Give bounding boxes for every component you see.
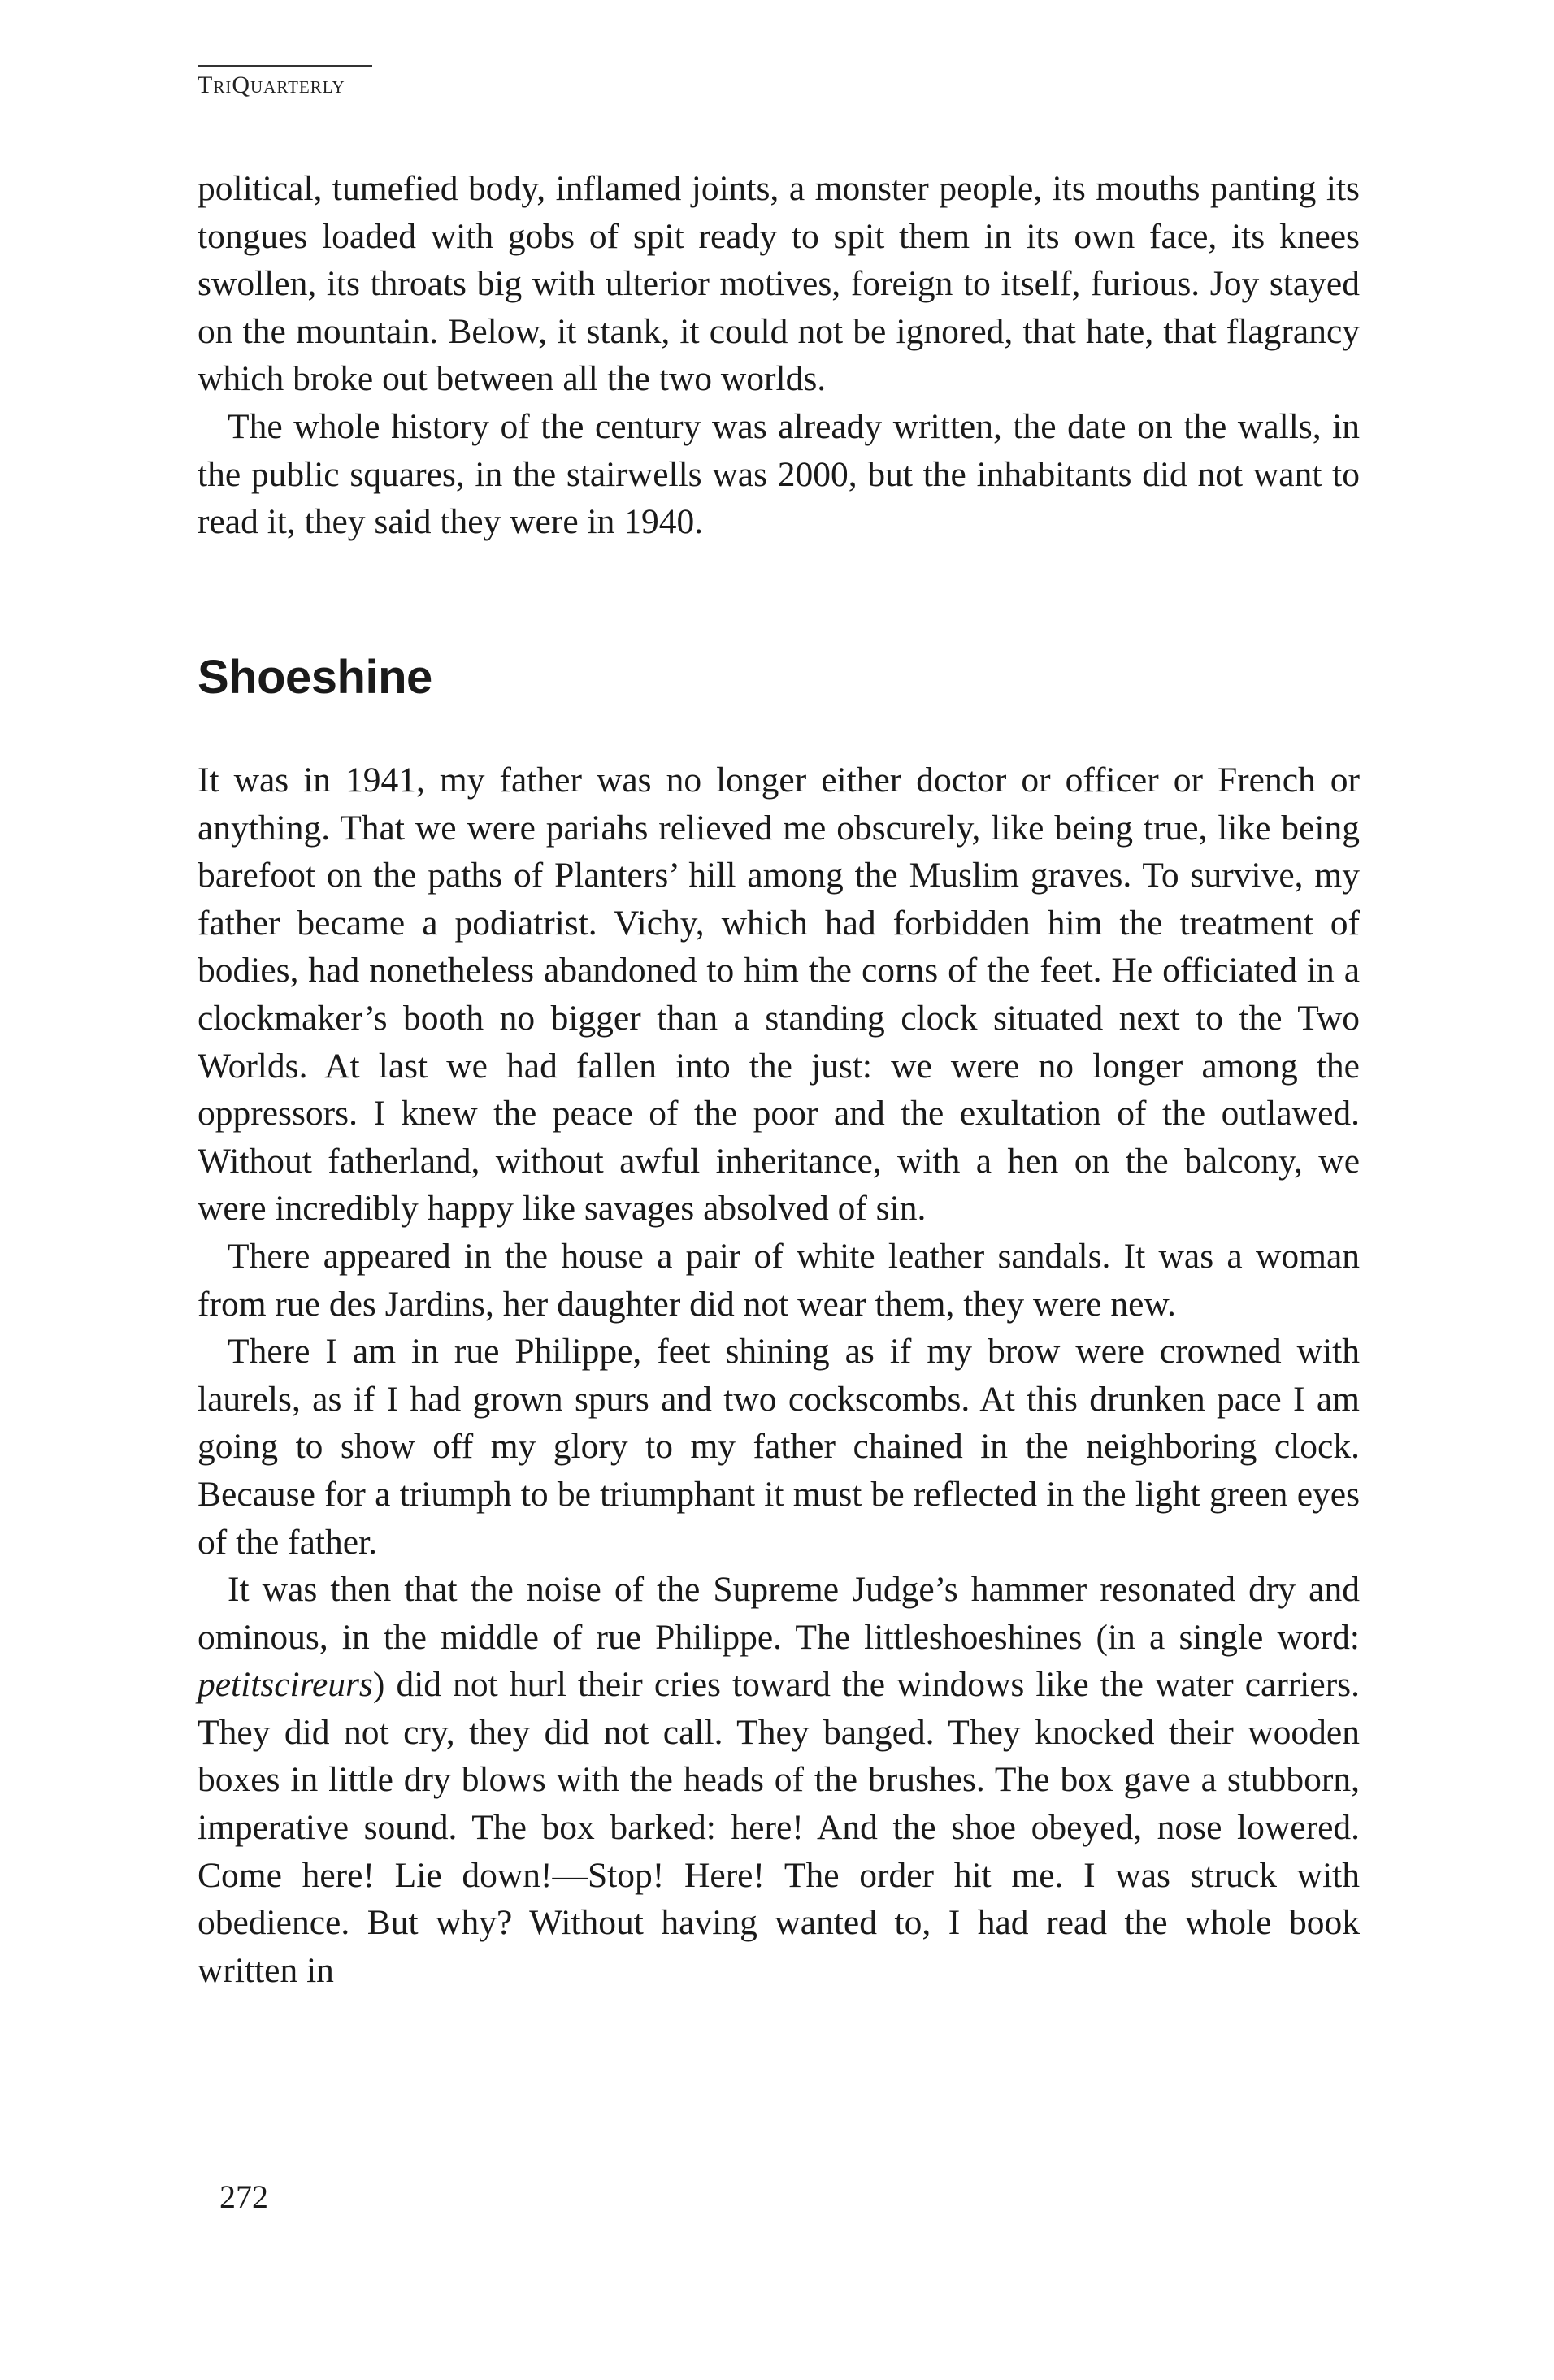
paragraph: There appeared in the house a pair of white leather sandals. It was a woman from rue des Jardins, her daughter did not wear them, they were new. [198,1236,1360,1324]
paragraph: The whole history of the century was already written, the date on the walls, in the public squares, in the stairwells was 2000, but the inhabitants did not want to read it, they said they were in 1940. [198,406,1360,542]
paragraph: It was in 1941, my father was no longer either doctor or officer or French or anything. That we were pariahs relieved me obscurely, like being true, like being barefoot on the paths of Planters’ hill among the Muslim graves. To survive, my father became a podiatrist. Vichy, which had forbidden him the treatment of bodies, had nonetheless abandoned to him the corns of the feet. He officiated in a clockmaker’s booth no bigger than a standing clock situated next to the Two Worlds. At last we had fallen into the just: we were no longer among the oppressors. I knew the peace of the poor and the exultation of the outlawed. Without fatherland, without awful inheritance, with a hen on the balcony, we were incredibly happy like savages absolved of sin. [198,761,1360,1229]
opening-text [198,165,1360,546]
header-rule [198,65,372,67]
paragraph: political, tumefied body, inflamed joints, a monster people, its mouths panting its tongues loaded with gobs of spit ready to spit them in its own face, its knees swollen, its throats big with ulterior motives, foreign to itself, furious. Joy stayed on the mountain. Below, it stank, it could not be ignored, that hate, that flagrancy which broke out between all the two worlds. [198,169,1360,399]
section-title: Shoeshine [198,651,432,704]
paragraph-text: ) did not hurl their cries toward the windows like the water carriers. They did not cry, they did not call. They banged. They knocked their wooden boxes in little dry blows with the heads of the brushes. The box gave a stubborn, imperative sound. The box barked: here! And the shoe obeyed, nose lowered. Come here! Lie down!—Stop! Here! The order hit me. I was struck with obedience. But why? Without having wanted to, I had read the whole book written in [198,1665,1360,1990]
paragraph [198,1566,1360,1994]
italic-term: petitscireurs [198,1665,373,1705]
page-number: 272 [219,2178,268,2215]
section-text [198,756,1360,1994]
running-head: TriQuarterly [198,72,345,98]
paragraph-text: It was then that the noise of the Supreme Judge’s hammer resonated dry and ominous, in the middle of rue Philippe. The littleshoeshines (in a single word: [198,1570,1360,1657]
paragraph: There I am in rue Philippe, feet shining as if my brow were crowned with laurels, as if I had grown spurs and two cockscombs. At this drunken pace I am going to show off my glory to my father chained in the neighboring clock. Because for a triumph to be triumphant it must be reflected in the light green eyes of the father. [198,1332,1360,1562]
